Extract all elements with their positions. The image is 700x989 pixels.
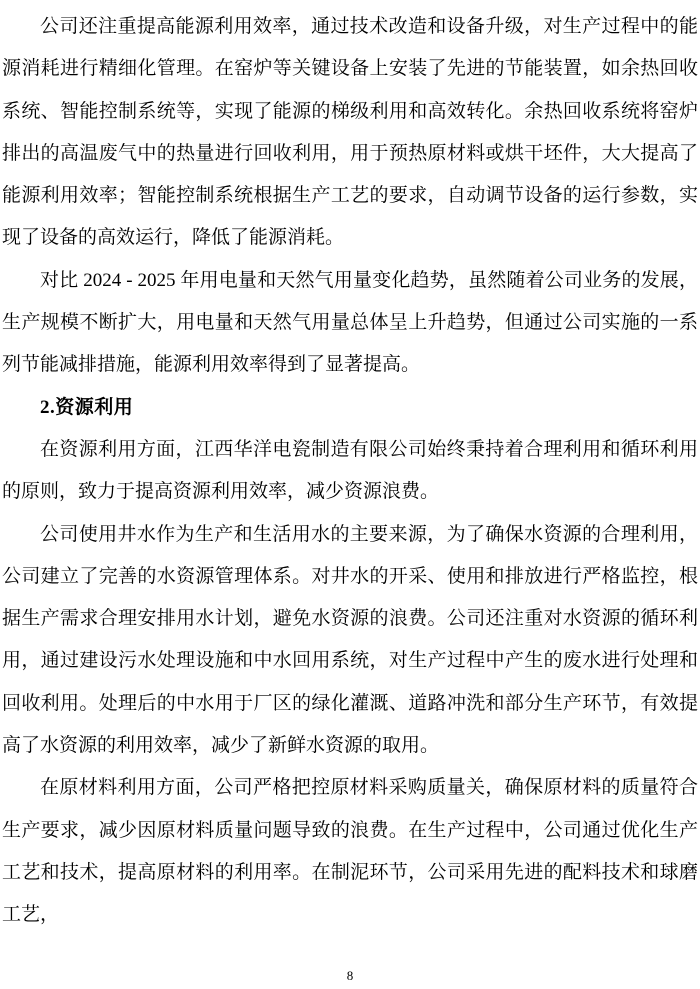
- paragraph-raw-material: 在原材料利用方面，公司严格把控原材料采购质量关，确保原材料的质量符合生产要求，减少因原材料质量问题导致的浪费。在生产过程中，公司通过优化生产工艺和技术，提高原材料的利用率。在制泥环节，公司采用先进的配料技术和球磨工艺，: [2, 777, 698, 926]
- paragraph-water-resource: 公司使用井水作为生产和生活用水的主要来源，为了确保水资源的合理利用，公司建立了完善的水资源管理体系。对井水的开采、使用和排放进行严格监控，根据生产需求合理安排用水计划，避免水资源的浪费。公司还注重对水资源的循环利用，通过建设污水处理设施和中水回用系统，对生产过程中产生的废水进行处理和回收利用。处理后的中水用于厂区的绿化灌溉、道路冲洗和部分生产环节，有效提高了水资源的利用效率，减少了新鲜水资源的取用。: [2, 523, 698, 757]
- paragraph-resource-principle: 在资源利用方面，江西华洋电瓷制造有限公司始终秉持着合理利用和循环利用的原则，致力于提高资源利用效率，减少资源浪费。: [2, 438, 698, 503]
- page-number: 8: [346, 968, 354, 983]
- paragraph-usage-trend-2024-2025: 对比 2024 - 2025 年用电量和天然气用量变化趋势，虽然随着公司业务的发展，生产规模不断扩大，用电量和天然气用量总体呈上升趋势，但通过公司实施的一系列节能减排措施，能源利用效率得到了显著提高。: [2, 269, 698, 376]
- paragraph-energy-efficiency: 公司还注重提高能源利用效率，通过技术改造和设备升级，对生产过程中的能源消耗进行精细化管理。在窑炉等关键设备上安装了先进的节能装置，如余热回收系统、智能控制系统等，实现了能源的梯级利用和高效转化。余热回收系统将窑炉排出的高温废气中的热量进行回收利用，用于预热原材料或烘干坯件，大大提高了能源利用效率；智能控制系统根据生产工艺的要求，自动调节设备的运行参数，实现了设备的高效运行，降低了能源消耗。: [2, 16, 698, 249]
- document-body: [2, 6, 698, 937]
- heading-resource-utilization: 2.资源利用: [40, 396, 134, 418]
